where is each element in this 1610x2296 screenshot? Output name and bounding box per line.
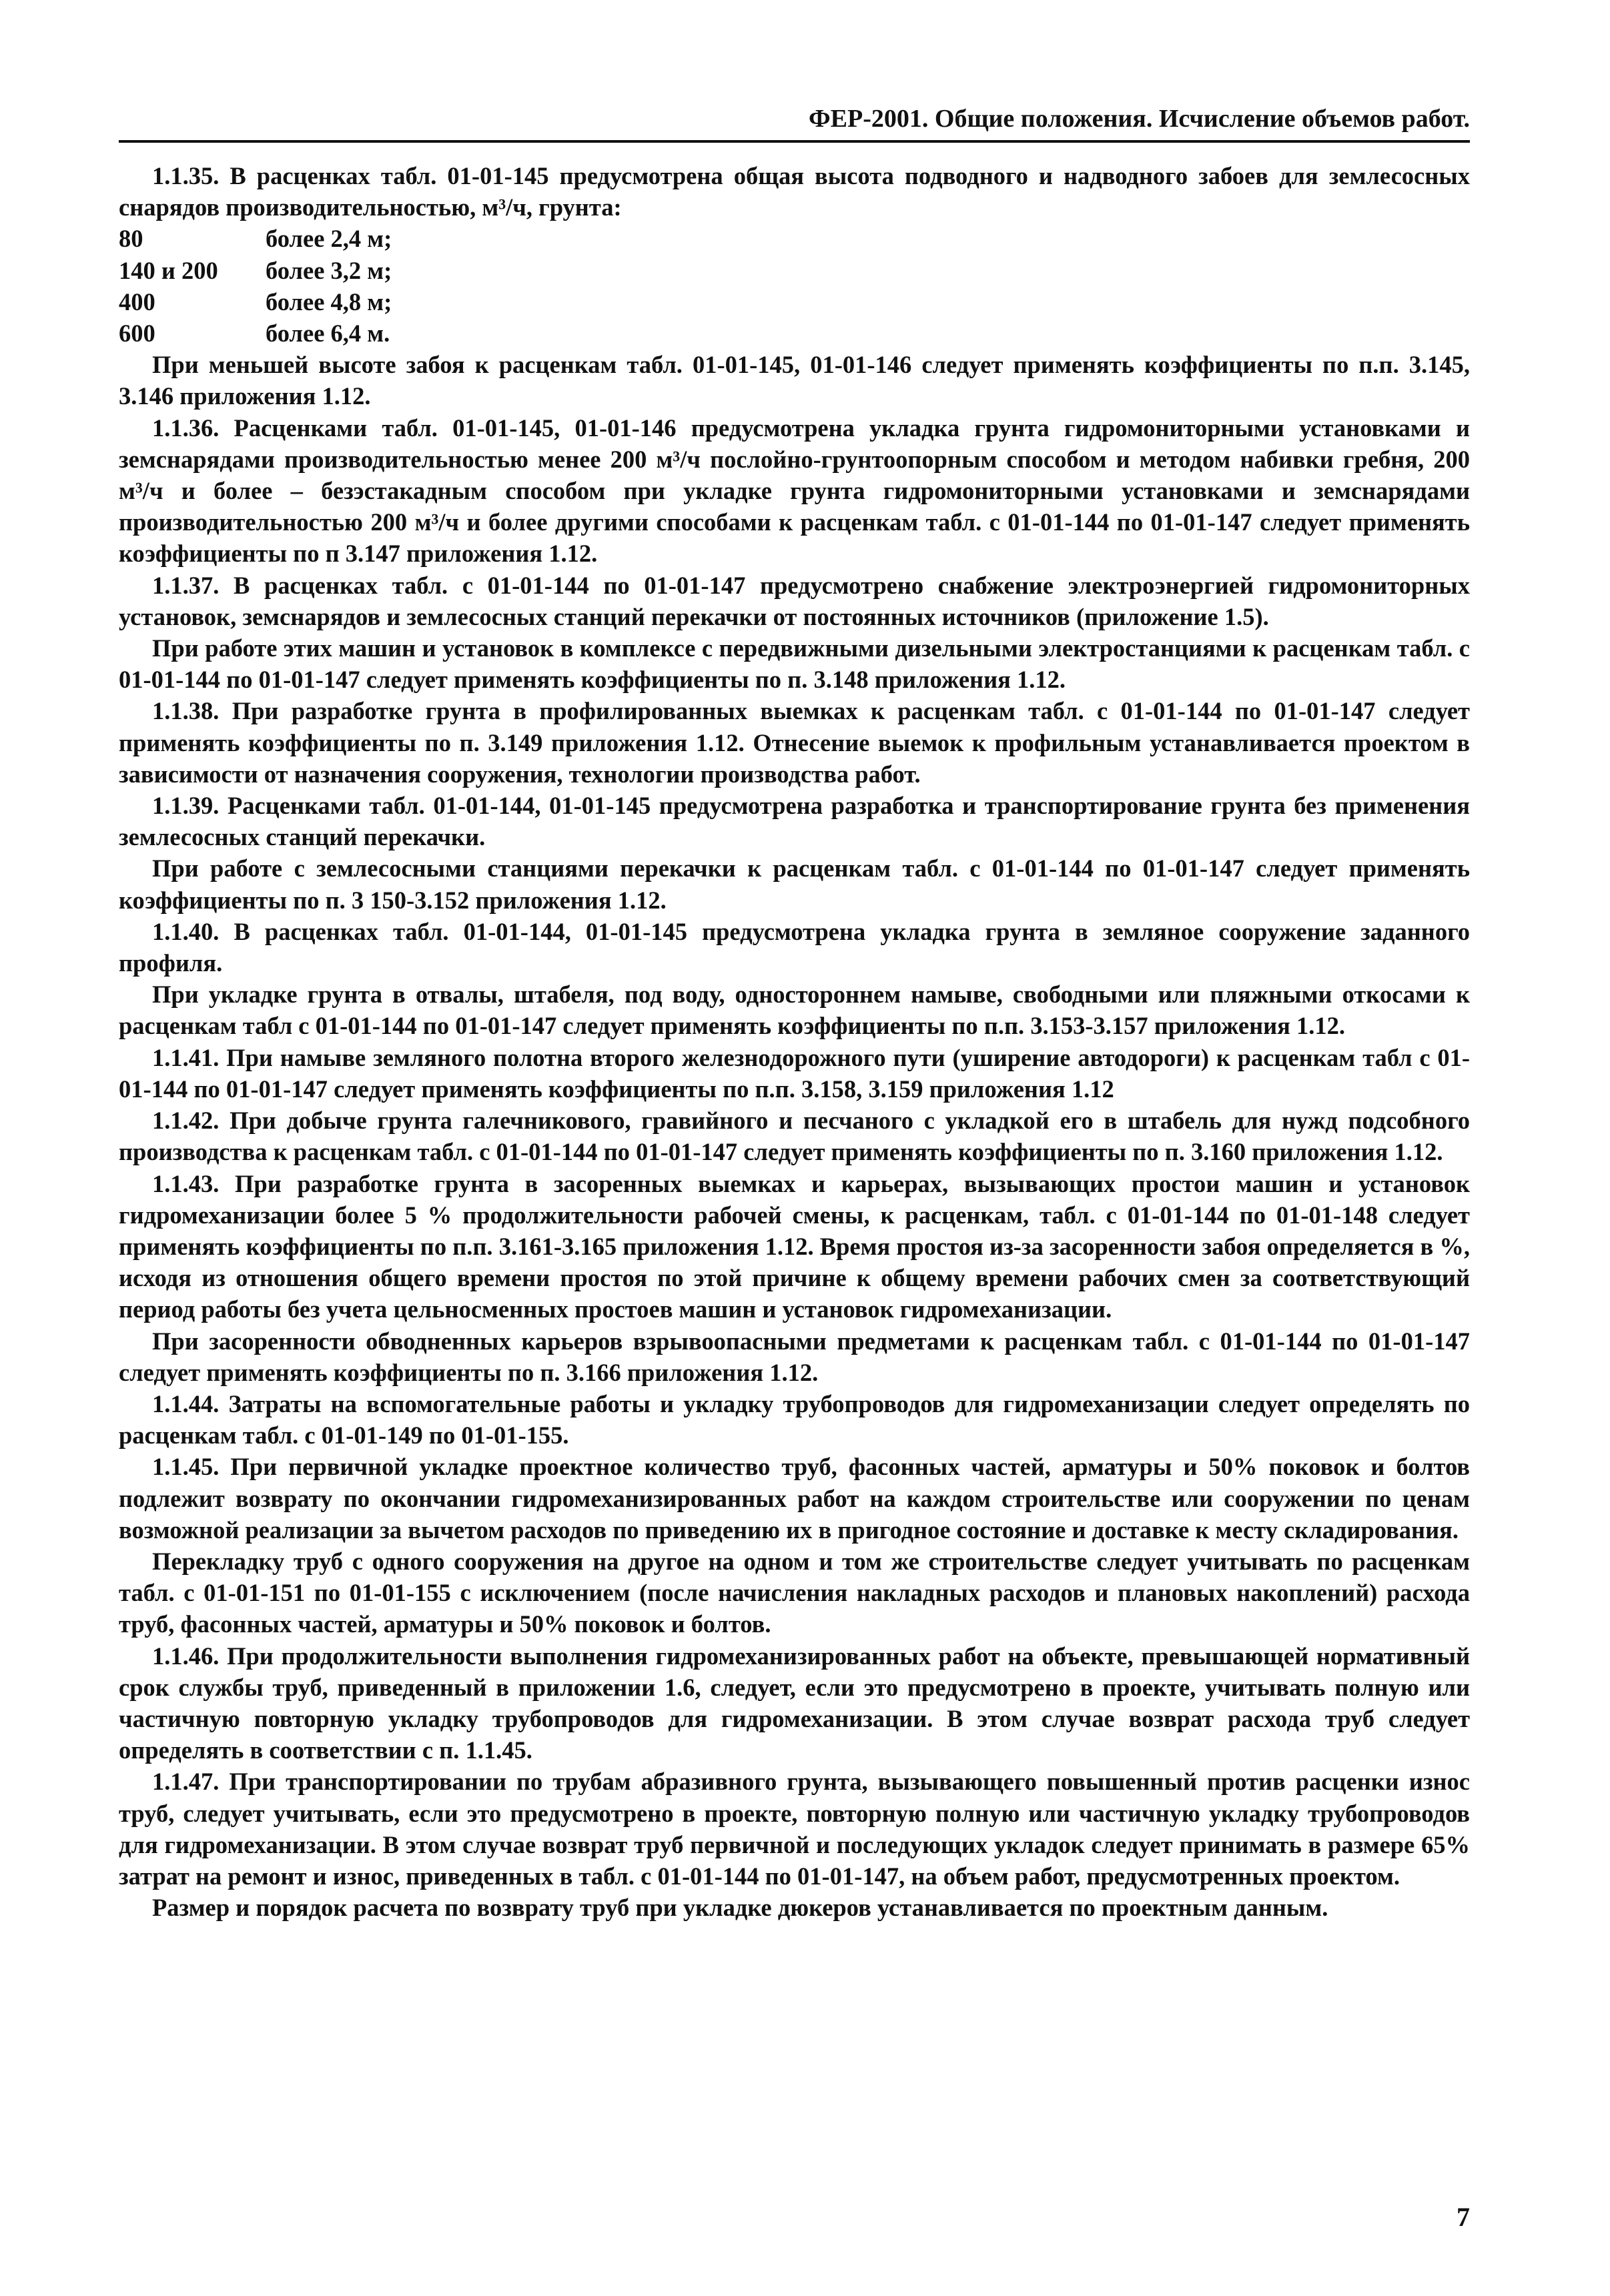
paragraph-1-1-43: 1.1.43. При разработке грунта в засоренных выемках и карьерах, вызывающих простои машин и установок гидромеханизации более 5 % продолжительности рабочей смены, к расценкам, табл. с 01-01-144 по 01-01-148 следует применять коэффициенты по п.п. 3.161-3.165 приложения 1.12. Время простоя из-за засоренности забоя определяется в %, исходя из отношения общего времени простоя по этой причине к общему времени рабочих смен за соответствующий период работы без учета цельносменных простоев машин и установок гидромеханизации. bbox=[119, 1169, 1470, 1323]
paragraph-1-1-44: 1.1.44. Затраты на вспомогательные работы и укладку трубопроводов для гидромеханизации следует определять по расценкам табл. с 01-01-149 по 01-01-155. bbox=[119, 1389, 1470, 1450]
paragraph-1-1-39-note: При работе с землесосными станциями перекачки к расценкам табл. с 01-01-144 по 01-01-147 следует применять коэффициенты по п. 3 150-3.152 приложения 1.12. bbox=[119, 854, 1470, 914]
capacity-cell: 140 и 200 bbox=[119, 256, 218, 284]
height-cell: более 6,4 м. bbox=[266, 320, 390, 348]
paragraph-1-1-45-note: Перекладку труб с одного сооружения на другое на одном и том же строительстве следует учитывать по расценкам табл. с 01-01-151 по 01-01-155 с исключением (после начисления накладных расходов и плановых накоплений) расхода труб, фасонных частей, арматуры и 50% поковок и болтов. bbox=[119, 1547, 1470, 1638]
table-row bbox=[119, 286, 1470, 318]
paragraph-1-1-47-note: Размер и порядок расчета по возврату труб при укладке дюкеров устанавливается по проектным данным. bbox=[152, 1894, 1328, 1922]
paragraph-1-1-38: 1.1.38. При разработке грунта в профилированных выемках к расценкам табл. с 01-01-144 по 01-01-147 следует применять коэффициенты по п. 3.149 приложения 1.12. Отнесение выемок к профильным устанавливается проектом в зависимости от назначения сооружения, технологии производства работ. bbox=[119, 697, 1470, 788]
face-height-table bbox=[119, 223, 1470, 349]
paragraph-1-1-46: 1.1.46. При продолжительности выполнения гидромеханизированных работ на объекте, превышающей нормативный срок службы труб, приведенный в приложении 1.6, следует, если это предусмотрено в проекте, учитывать полную или частичную повторную укладку трубопроводов для гидромеханизации. В этом случае возврат расхода труб следует определять в соответствии с п. 1.1.45. bbox=[119, 1642, 1470, 1764]
paragraph-1-1-40-note: При укладке грунта в отвалы, штабеля, под воду, одностороннем намыве, свободными или пляжными откосами к расценкам табл с 01-01-144 по 01-01-147 следует применять коэффициенты по п.п. 3.153-3.157 приложения 1.12. bbox=[119, 981, 1470, 1040]
page-number: 7 bbox=[1457, 2202, 1470, 2232]
capacity-cell: 80 bbox=[119, 225, 143, 253]
table-row bbox=[119, 318, 1470, 349]
height-cell: более 3,2 м; bbox=[266, 256, 392, 284]
paragraph-1-1-37-note: При работе этих машин и установок в комплексе с передвижными дизельными электростанциями к расценкам табл. с 01-01-144 по 01-01-147 следует применять коэффициенты по п. 3.148 приложения 1.12. bbox=[119, 634, 1470, 694]
paragraph-1-1-43-note: При засоренности обводненных карьеров взрывоопасными предметами к расценкам табл. с 01-01-144 по 01-01-147 следует применять коэффициенты по п. 3.166 приложения 1.12. bbox=[119, 1327, 1470, 1386]
paragraph-1-1-42: 1.1.42. При добыче грунта галечникового, гравийного и песчаного с укладкой его в штабель для нужд подсобного производства к расценкам табл. с 01-01-144 по 01-01-147 следует применять коэффициенты по п. 3.160 приложения 1.12. bbox=[119, 1107, 1470, 1166]
capacity-cell: 600 bbox=[119, 320, 155, 348]
paragraph-1-1-36: 1.1.36. Расценками табл. 01-01-145, 01-01-146 предусмотрена укладка грунта гидромониторными установками и земснарядами производительностью менее 200 м³/ч послойно-грунтоопорным способом и методом набивки гребня, 200 м³/ч и более – безэстакадным способом при укладке грунта гидромониторными установками и земснарядами производительностью 200 м³/ч и более другими способами к расценкам табл. с 01-01-144 по 01-01-147 следует применять коэффициенты по п 3.147 приложения 1.12. bbox=[119, 414, 1470, 568]
paragraph-1-1-35-note: При меньшей высоте забоя к расценкам табл. 01-01-145, 01-01-146 следует применять коэффициенты по п.п. 3.145, 3.146 приложения 1.12. bbox=[119, 351, 1470, 410]
paragraph-1-1-41: 1.1.41. При намыве земляного полотна второго железнодорожного пути (уширение автодороги) к расценкам табл с 01-01-144 по 01-01-147 следует применять коэффициенты по п.п. 3.158, 3.159 приложения 1.12 bbox=[119, 1043, 1470, 1103]
capacity-cell: 400 bbox=[119, 288, 155, 316]
height-cell: более 2,4 м; bbox=[266, 225, 392, 253]
paragraph-1-1-40: 1.1.40. В расценках табл. 01-01-144, 01-01-145 предусмотрена укладка грунта в земляное сооружение заданного профиля. bbox=[119, 917, 1470, 977]
table-row bbox=[119, 255, 1470, 286]
paragraph-1-1-37: 1.1.37. В расценках табл. с 01-01-144 по 01-01-147 предусмотрено снабжение электроэнергией гидромониторных установок, земснарядов и землесосных станций перекачки от постоянных источников (приложение 1.5). bbox=[119, 571, 1470, 630]
document-body bbox=[119, 160, 1470, 1923]
paragraph-1-1-39: 1.1.39. Расценками табл. 01-01-144, 01-01-145 предусмотрена разработка и транспортирование грунта без применения землесосных станций перекачки. bbox=[119, 792, 1470, 851]
table-row bbox=[119, 223, 1470, 254]
page-header: ФЕР-2001. Общие положения. Исчисление объемов работ. bbox=[119, 99, 1470, 143]
height-cell: более 4,8 м; bbox=[266, 288, 392, 316]
paragraph-1-1-45: 1.1.45. При первичной укладке проектное количество труб, фасонных частей, арматуры и 50% поковок и болтов подлежит возврату по окончании гидромеханизированных работ на каждом строительстве или сооружении по ценам возможной реализации за вычетом расходов по приведению их в пригодное состояние и доставке к месту складирования. bbox=[119, 1453, 1470, 1544]
paragraph-1-1-35: 1.1.35. В расценках табл. 01-01-145 предусмотрена общая высота подводного и надводного забоев для землесосных снарядов производительностью, м³/ч, грунта: bbox=[119, 162, 1470, 221]
paragraph-1-1-47: 1.1.47. При транспортировании по трубам абразивного грунта, вызывающего повышенный против расценки износ труб, следует учитывать, если это предусмотрено в проекте, повторную полную или частичную укладку трубопроводов для гидромеханизации. В этом случае возврат труб первичной и последующих укладок следует принимать в размере 65% затрат на ремонт и износ, приведенных в табл. с 01-01-144 по 01-01-147, на объем работ, предусмотренных проектом. bbox=[119, 1768, 1470, 1890]
